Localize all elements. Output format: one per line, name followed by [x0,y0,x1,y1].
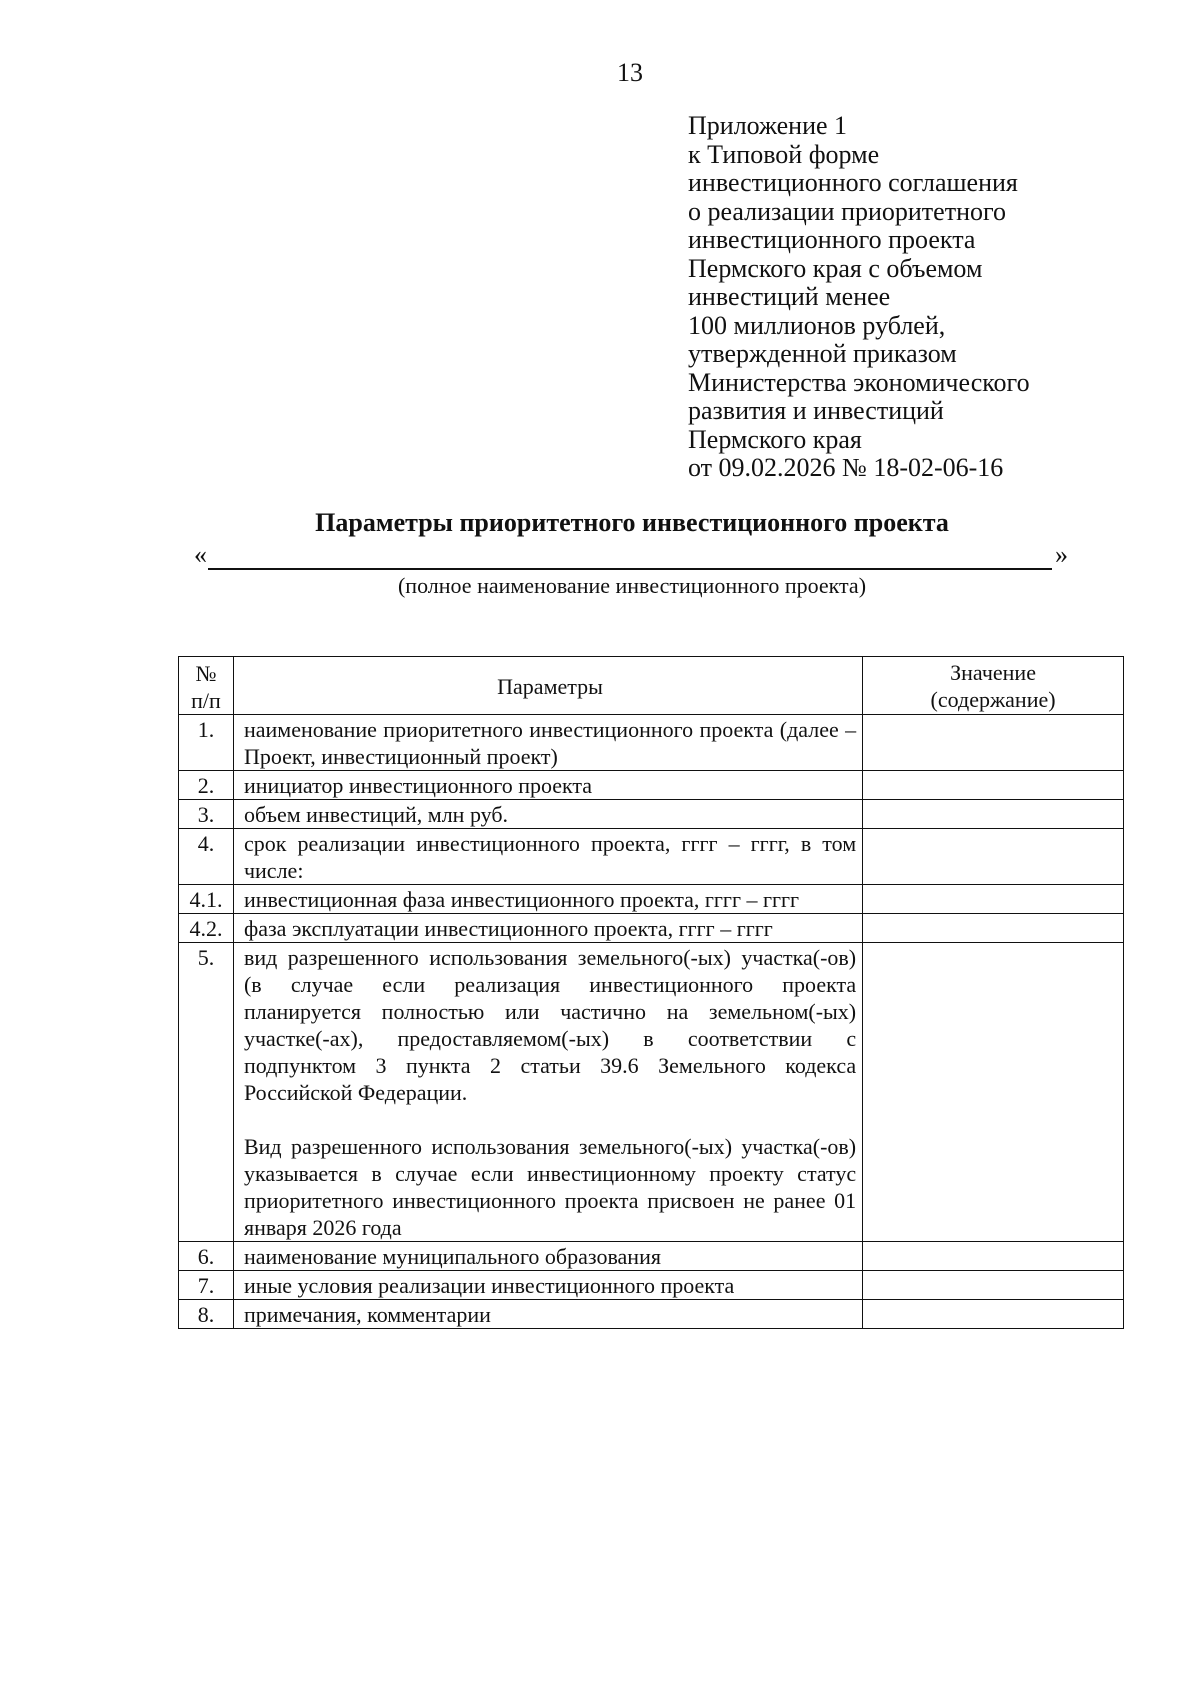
appendix-line: Пермского края [688,424,862,454]
row-number: 1. [179,715,234,771]
project-name-field [194,540,1068,572]
row-number: 8. [179,1300,234,1329]
document-title: Параметры приоритетного инвестиционного проекта [315,508,949,537]
table-row [179,943,1124,1242]
row-value[interactable] [863,943,1124,1242]
table-row [179,800,1124,829]
appendix-line: о реализации приоритетного [688,196,1007,226]
row-number: 2. [179,771,234,800]
table-row [179,1300,1124,1329]
row-number: 4.2. [179,914,234,943]
row-value[interactable] [863,771,1124,800]
table-header-row [179,657,1124,715]
appendix-header [688,112,1108,483]
row-value[interactable] [863,885,1124,914]
appendix-line: от 09.02.2026 № 18-02-06-16 [688,453,1004,482]
row-param: наименование муниципального образования [233,1242,862,1271]
row-number: 4. [179,829,234,885]
row-param: наименование приоритетного инвестиционного проекта (далее – Проект, инвестиционный проект) [233,715,862,771]
page-number: 13 [617,58,643,87]
table-row [179,829,1124,885]
row-param: объем инвестиций, млн руб. [233,800,862,829]
row-value[interactable] [863,829,1124,885]
row-number: 4.1. [179,885,234,914]
appendix-line: инвестиционного проекта [688,225,976,254]
table-row [179,715,1124,771]
table-row [179,885,1124,914]
opening-quote: « [194,540,207,569]
row-value[interactable] [863,715,1124,771]
table-row [179,1271,1124,1300]
project-name-caption: (полное наименование инвестиционного проекта) [397,573,867,598]
appendix-line: инвестиций менее [688,282,891,311]
row-value[interactable] [863,914,1124,943]
closing-quote: » [1055,540,1068,569]
appendix-line: Приложение 1 [688,111,848,140]
header-num: № п/п [179,657,234,715]
row-param: срок реализации инвестиционного проекта, гггг – гггг, в том числе: [233,829,862,885]
row-value[interactable] [863,1300,1124,1329]
row-number: 3. [179,800,234,829]
row-number: 5. [179,943,234,1242]
appendix-line: Пермского края с объемом [688,253,983,283]
row-number: 6. [179,1242,234,1271]
row-number: 7. [179,1271,234,1300]
row-param: инвестиционная фаза инвестиционного проекта, гггг – гггг [233,885,862,914]
appendix-line: утвержденной приказом [688,339,957,368]
row-param: инициатор инвестиционного проекта [233,771,862,800]
row-param: вид разрешенного использования земельного(-ых) участка(-ов) (в случае если реализация инвестиционного проекта планируется полностью или частично на земельном(-ых) участке(-ах), предоставляемом(-ых) в соответствии с подпунктом 3 пункта 2 статьи 39.6 Земельного кодекса Российской Федерации. [243,945,857,1105]
appendix-line: Министерства экономического [688,367,1030,397]
project-name-blank-line [208,568,1052,570]
row-param: иные условия реализации инвестиционного проекта [233,1271,862,1300]
parameters-table [178,656,1124,1329]
row-value[interactable] [863,800,1124,829]
table-row [179,914,1124,943]
table-row [179,1242,1124,1271]
row-value[interactable] [863,1271,1124,1300]
header-value: Значение (содержание) [863,657,1124,715]
row-param: примечания, комментарии [233,1300,862,1329]
row-param-note: Вид разрешенного использования земельного(-ых) участка(-ов) указывается в случае если инвестиционному проекту статус приоритетного инвестиционного проекта присвоен не ранее 01 января 2026 года [243,1134,857,1240]
appendix-line: к Типовой форме [688,139,880,169]
header-param: Параметры [233,657,862,715]
appendix-line: инвестиционного соглашения [688,168,1018,197]
row-param: фаза эксплуатации инвестиционного проекта, гггг – гггг [233,914,862,943]
row-param-cell [233,943,862,1242]
appendix-line: 100 миллионов рублей, [688,310,946,340]
row-value[interactable] [863,1242,1124,1271]
table-row [179,771,1124,800]
appendix-line: развития и инвестиций [688,396,944,425]
